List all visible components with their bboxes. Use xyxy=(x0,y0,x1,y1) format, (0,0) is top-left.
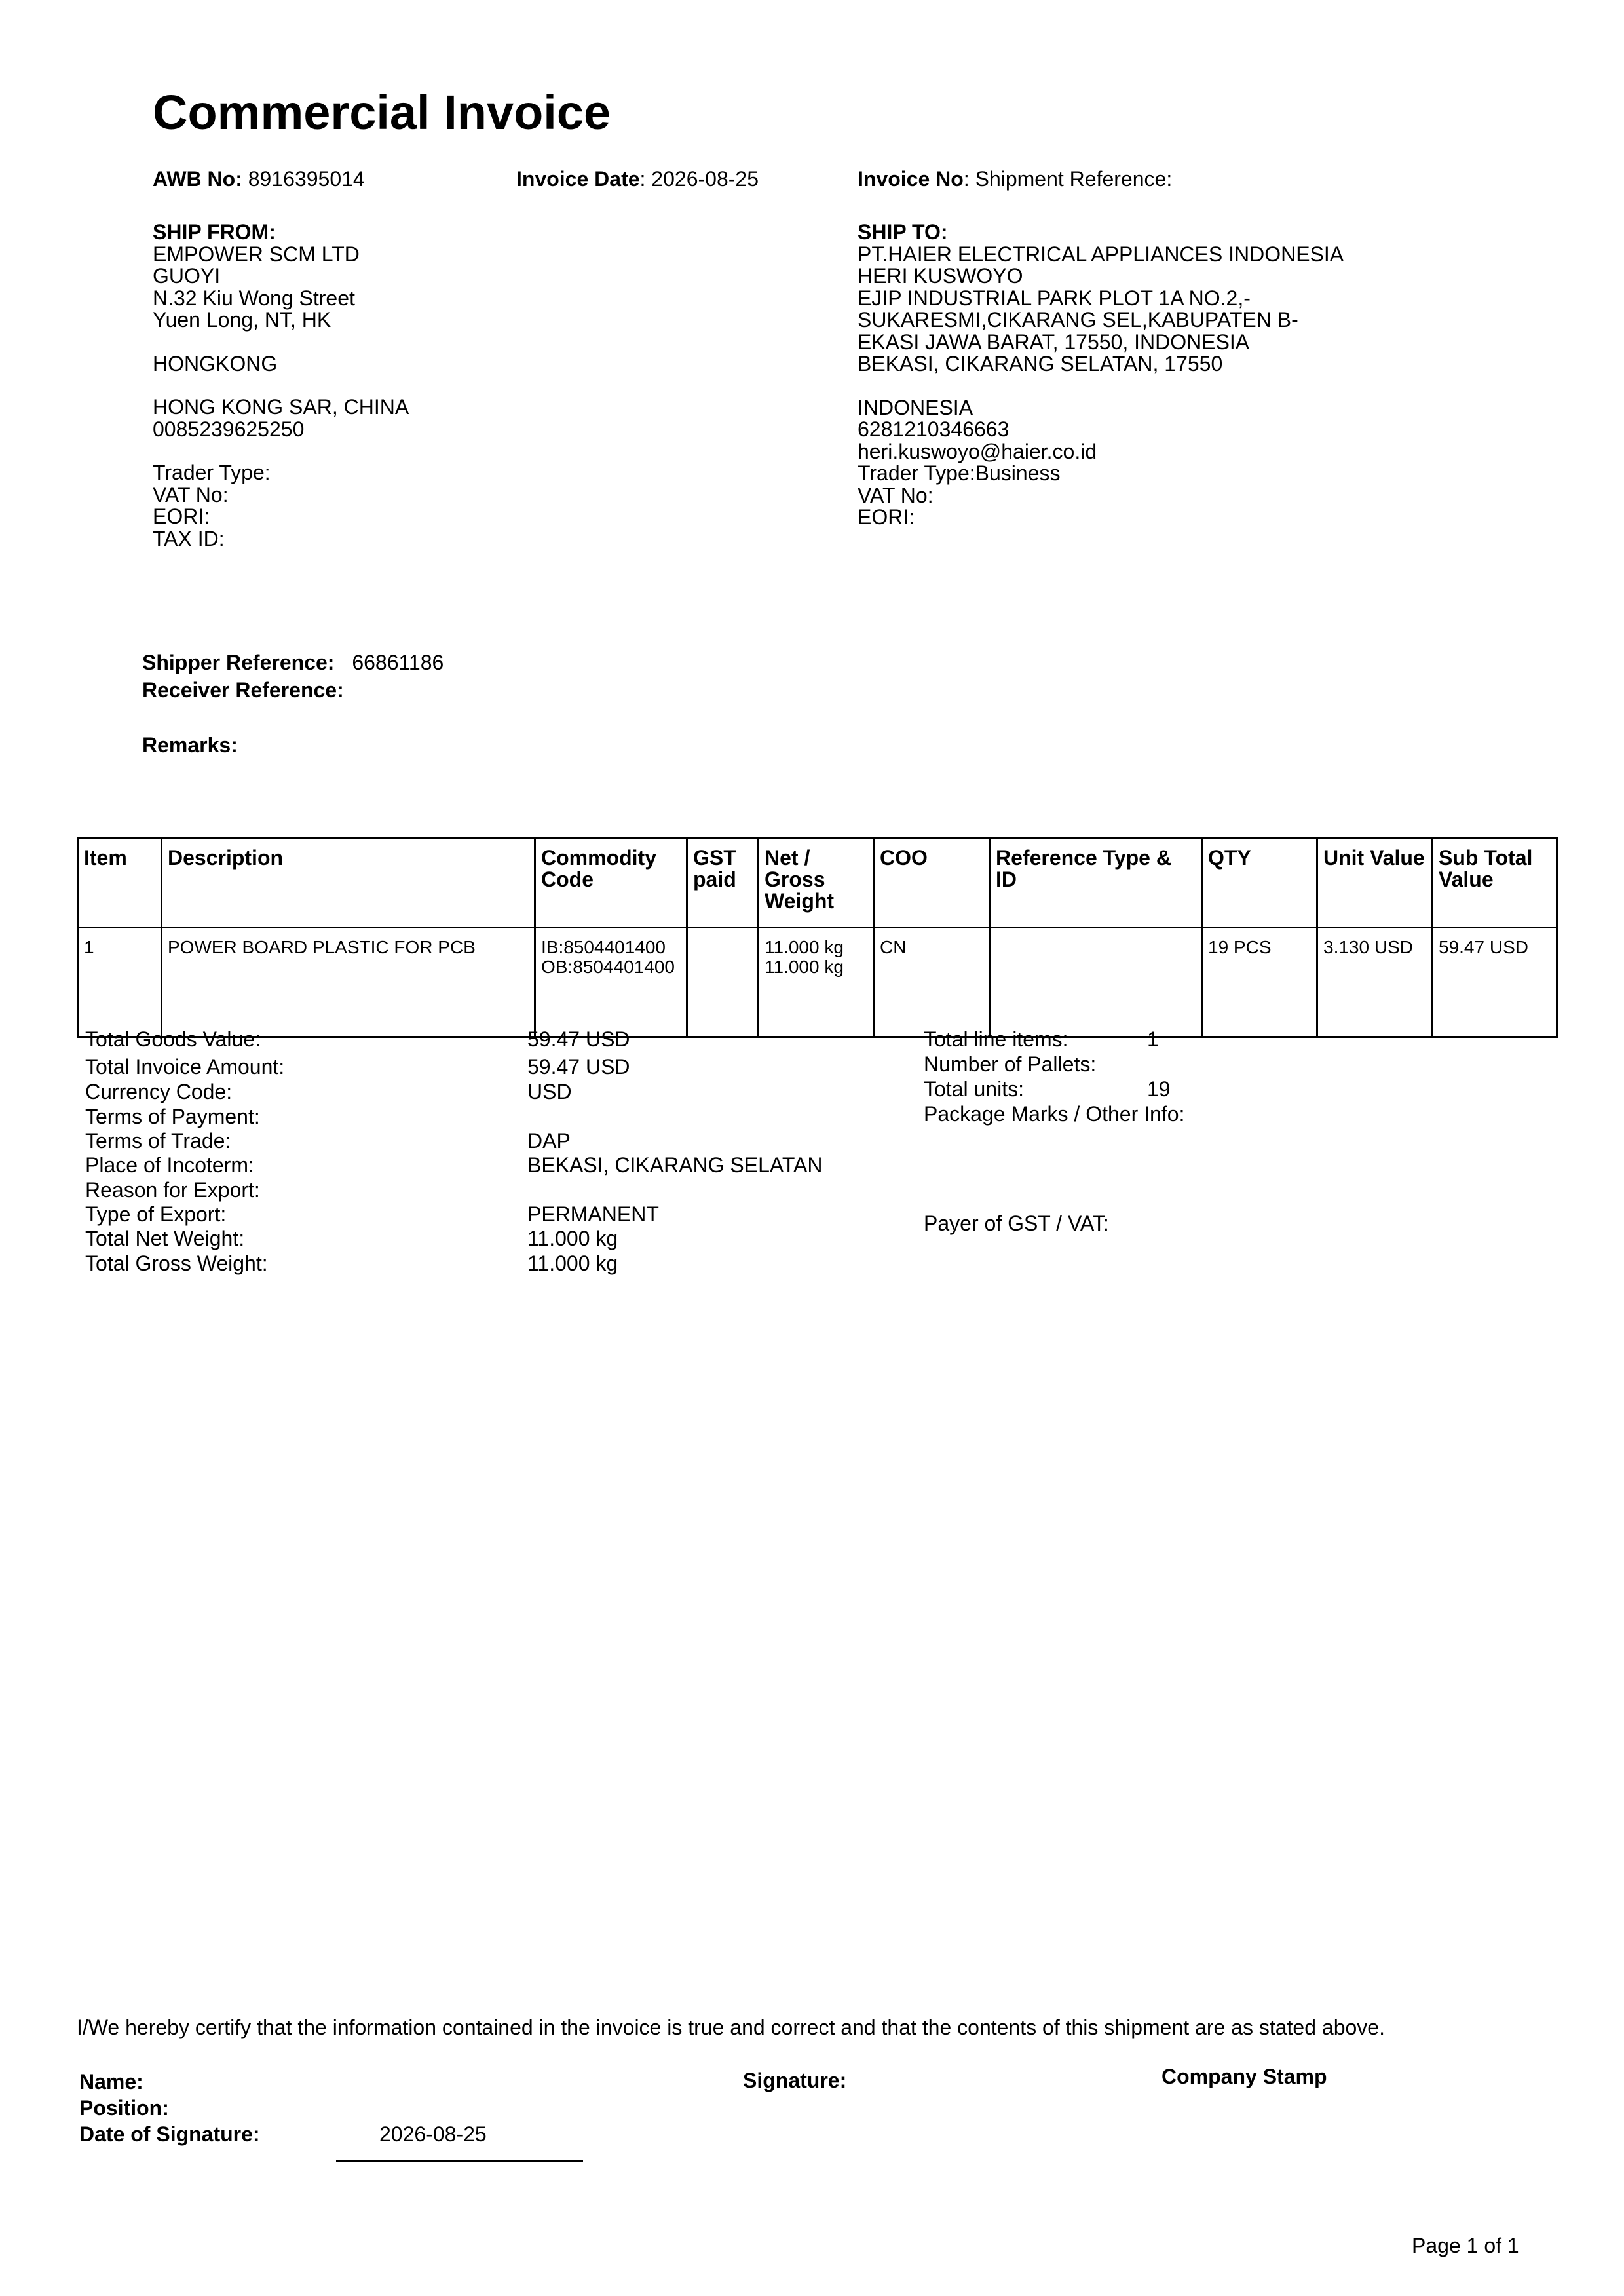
summary-label: Terms of Trade: xyxy=(85,1129,231,1153)
page-title: Commercial Invoice xyxy=(153,85,611,140)
summary-label: Total units: xyxy=(924,1077,1024,1101)
summary-label: Type of Export: xyxy=(85,1202,227,1226)
ship-to-line: Trader Type:Business xyxy=(858,461,1061,485)
cell-gst-paid xyxy=(687,928,759,1037)
invoice-number xyxy=(858,168,1172,190)
date-of-signature-label: Date of Signature: xyxy=(79,2122,260,2146)
column-header-item: Item xyxy=(78,839,162,928)
cell-reference xyxy=(990,928,1202,1037)
ship-from-line: GUOYI xyxy=(153,264,221,288)
column-header-gst-paid: GST paid xyxy=(687,839,759,928)
summary-label: Number of Pallets: xyxy=(924,1052,1097,1076)
awb-number xyxy=(153,168,365,190)
references-block xyxy=(142,649,444,759)
summary-label: Total line items: xyxy=(924,1027,1068,1051)
ship-from-line: N.32 Kiu Wong Street xyxy=(153,286,355,310)
summary-label: Total Invoice Amount: xyxy=(85,1055,285,1079)
ship-from-line: HONGKONG xyxy=(153,351,278,375)
name-label: Name: xyxy=(79,2070,143,2094)
ship-to-line: PT.HAIER ELECTRICAL APPLIANCES INDONESIA xyxy=(858,242,1344,266)
cell-unit-value: 3.130 USD xyxy=(1317,928,1433,1037)
invoice-no-label: Invoice No xyxy=(858,167,964,191)
column-header-subtotal: Sub Total Value xyxy=(1433,839,1557,928)
commodity-ob: OB:8504401400 xyxy=(541,957,675,977)
cell-commodity-code xyxy=(535,928,687,1037)
ship-to-line: SUKARESMI,CIKARANG SEL,KABUPATEN B- xyxy=(858,308,1298,332)
ship-from-line: TAX ID: xyxy=(153,526,225,550)
summary-label: Payer of GST / VAT: xyxy=(924,1212,1109,1235)
cell-description: POWER BOARD PLASTIC FOR PCB xyxy=(162,928,535,1037)
ship-from-line: EMPOWER SCM LTD xyxy=(153,242,360,266)
shipper-reference-value: 66861186 xyxy=(352,651,444,674)
page-number: Page 1 of 1 xyxy=(1412,2234,1519,2257)
signature-label: Signature: xyxy=(743,2069,847,2092)
ship-from-line: HONG KONG SAR, CHINA xyxy=(153,395,409,419)
items-table xyxy=(77,837,1558,1038)
column-header-unit-value: Unit Value xyxy=(1317,839,1433,928)
ship-from-line: Trader Type: xyxy=(153,461,271,484)
column-header-description: Description xyxy=(162,839,535,928)
ship-to-line: BEKASI, CIKARANG SELATAN, 17550 xyxy=(858,352,1223,375)
summary-label: Reason for Export: xyxy=(85,1178,260,1202)
table-row xyxy=(78,928,1557,1037)
column-header-weight: Net / Gross Weight xyxy=(759,839,874,928)
summary-label: Currency Code: xyxy=(85,1080,233,1103)
net-weight: 11.000 kg xyxy=(765,937,844,957)
column-header-qty: QTY xyxy=(1202,839,1317,928)
ship-to-line: 6281210346663 xyxy=(858,417,1010,441)
summary-label: Total Goods Value: xyxy=(85,1027,261,1051)
invoice-no-value: : Shipment Reference: xyxy=(963,167,1173,191)
ship-to-line: EJIP INDUSTRIAL PARK PLOT 1A NO.2,- xyxy=(858,286,1251,310)
ship-to-line: EORI: xyxy=(858,505,915,529)
cell-item: 1 xyxy=(78,928,162,1037)
ship-from-line: EORI: xyxy=(153,505,210,528)
column-header-commodity-code: Commodity Code xyxy=(535,839,687,928)
date-underline xyxy=(336,2160,583,2162)
cell-coo: CN xyxy=(874,928,990,1037)
ship-to-line: EKASI JAWA BARAT, 17550, INDONESIA xyxy=(858,330,1250,354)
invoice-date-value: : 2026-08-25 xyxy=(639,167,759,191)
remarks-label: Remarks: xyxy=(142,733,238,757)
summary-value: 11.000 kg xyxy=(527,1252,618,1275)
ship-from-label: SHIP FROM: xyxy=(153,220,276,244)
ship-from-block xyxy=(153,221,409,550)
receiver-reference-label: Receiver Reference: xyxy=(142,678,344,702)
invoice-date-label: Invoice Date xyxy=(516,167,640,191)
ship-to-line: INDONESIA xyxy=(858,395,973,419)
column-header-reference: Reference Type & ID xyxy=(990,839,1202,928)
certification-text: I/We hereby certify that the information contained in the invoice is true and correct and that the contents of this shipment are as stated above. xyxy=(77,2016,1385,2039)
column-header-coo: COO xyxy=(874,839,990,928)
summary-label: Package Marks / Other Info: xyxy=(924,1102,1185,1126)
summary-label: Place of Incoterm: xyxy=(85,1153,254,1177)
summary-value: 1 xyxy=(1147,1027,1159,1051)
ship-to-line: VAT No: xyxy=(858,483,934,507)
summary-value: 59.47 USD xyxy=(527,1055,630,1079)
date-of-signature-value: 2026-08-25 xyxy=(379,2122,487,2146)
summary-value: PERMANENT xyxy=(527,1202,659,1226)
cell-qty: 19 PCS xyxy=(1202,928,1317,1037)
ship-to-block xyxy=(858,221,1344,529)
summary-value: 11.000 kg xyxy=(527,1227,618,1250)
awb-value: 8916395014 xyxy=(248,167,365,191)
summary-value: BEKASI, CIKARANG SELATAN xyxy=(527,1153,823,1177)
ship-to-line: HERI KUSWOYO xyxy=(858,264,1023,288)
summary-value: USD xyxy=(527,1080,572,1103)
ship-from-line: 0085239625250 xyxy=(153,417,305,441)
commodity-ib: IB:8504401400 xyxy=(541,937,666,957)
company-stamp-label: Company Stamp xyxy=(1161,2065,1327,2088)
shipper-reference xyxy=(142,649,444,676)
awb-label: AWB No: xyxy=(153,167,242,191)
summary-label: Total Gross Weight: xyxy=(85,1252,268,1275)
ship-from-line: VAT No: xyxy=(153,482,229,507)
summary-value: DAP xyxy=(527,1129,571,1153)
table-header-row xyxy=(78,839,1557,928)
position-label: Position: xyxy=(79,2096,169,2120)
summary-label: Terms of Payment: xyxy=(85,1105,260,1128)
summary-value: 19 xyxy=(1147,1077,1171,1101)
summary-value: 59.47 USD xyxy=(527,1027,630,1051)
cell-subtotal: 59.47 USD xyxy=(1433,928,1557,1037)
ship-to-line: heri.kuswoyo@haier.co.id xyxy=(858,439,1097,463)
gross-weight: 11.000 kg xyxy=(765,957,844,977)
ship-from-line: Yuen Long, NT, HK xyxy=(153,308,331,332)
ship-to-label: SHIP TO: xyxy=(858,220,948,244)
invoice-date xyxy=(516,168,759,190)
shipper-reference-label: Shipper Reference: xyxy=(142,651,335,674)
summary-label: Total Net Weight: xyxy=(85,1227,245,1250)
cell-weight xyxy=(759,928,874,1037)
